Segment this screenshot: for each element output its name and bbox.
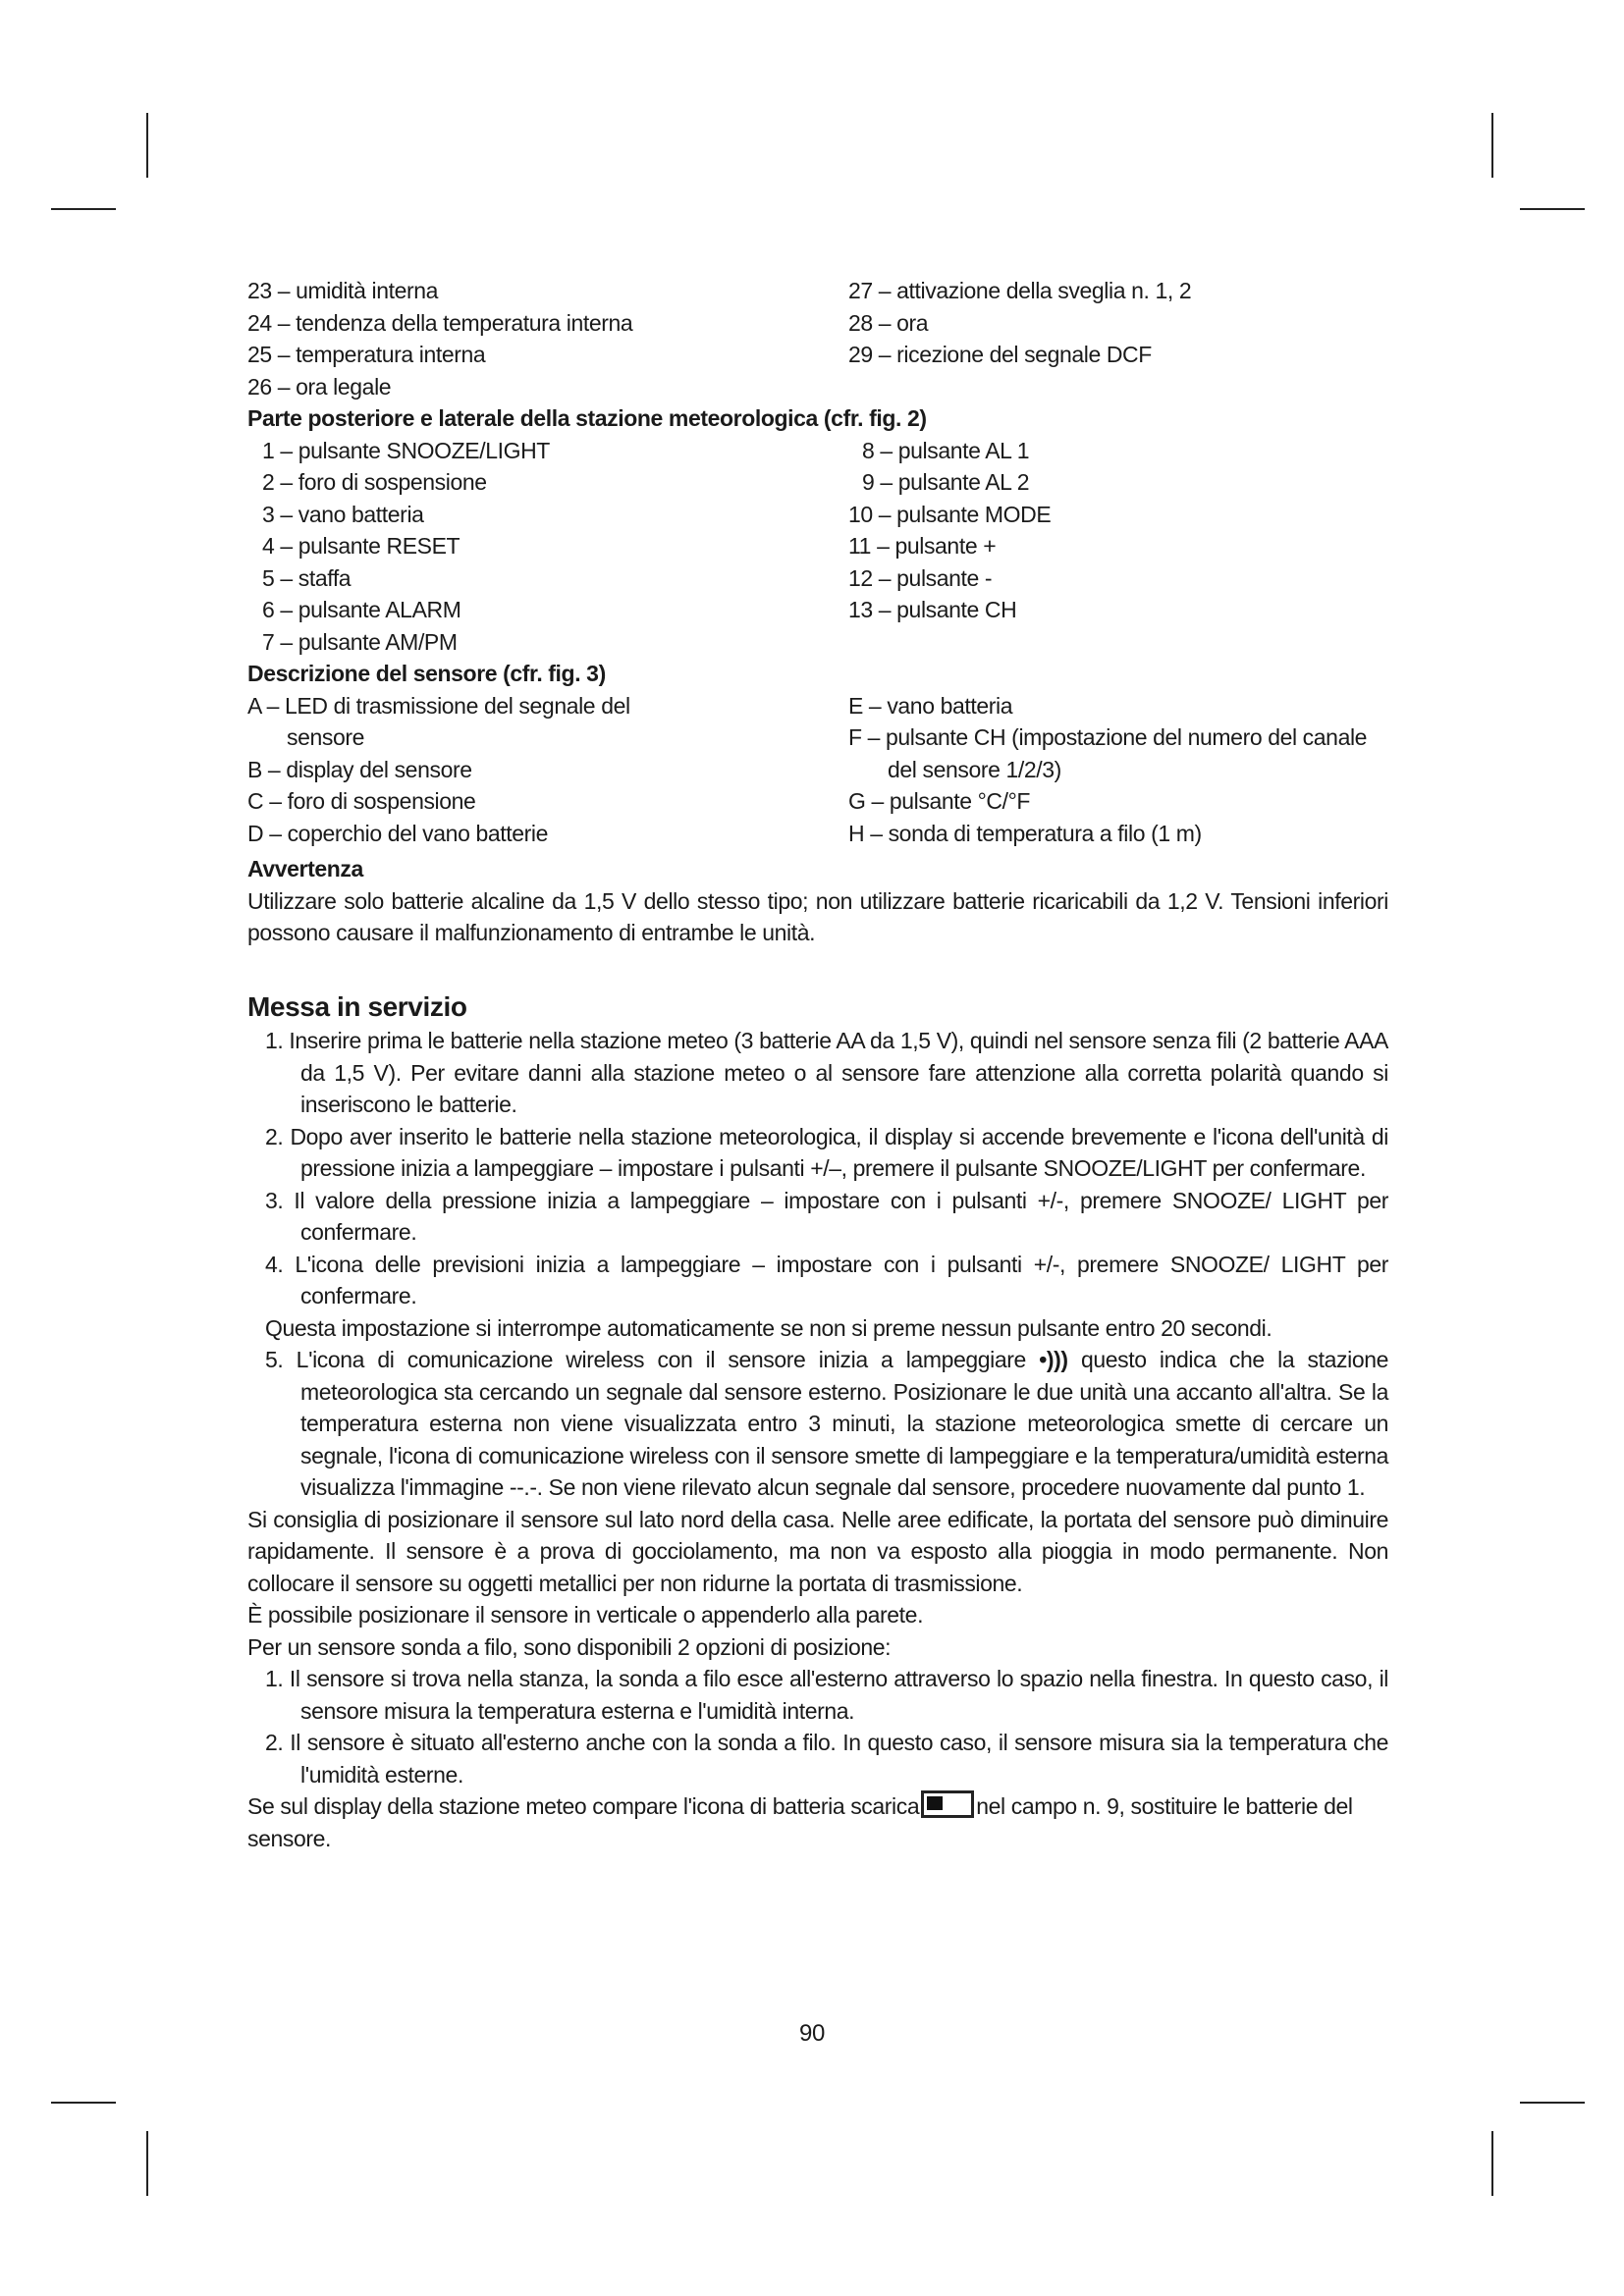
legend-item: 11 – pulsante + (848, 533, 997, 559)
legend-item: 2 – foro di sospensione (262, 469, 487, 495)
paragraph: Si consiglia di posizionare il sensore sul lato nord della casa. Nelle aree edificate, la portata del sensore può diminuire rapidamente. Il sensore è a prova di gocciolamento, ma non va esposto alla pioggia in modo permanente. Non collocare il sensore su oggetti metallici per non ridurne la portata di trasmissione. (247, 1506, 1388, 1596)
page-number: 90 (799, 2020, 825, 2047)
legend-item: 5 – staffa (262, 564, 352, 591)
legend-item: C – foro di sospensione (247, 788, 476, 814)
legend-item: 12 – pulsante - (848, 564, 993, 591)
wireless-signal-icon: •))) (1039, 1347, 1068, 1372)
legend-item: 3 – vano batteria (262, 501, 424, 527)
setup-section (247, 989, 1388, 1854)
option-item: 2. Il sensore è situato all'esterno anche con la sonda a filo. In questo caso, il sensore misura sia la temperatura che l'umidità esterne. (265, 1730, 1388, 1788)
setup-step: 2. Dopo aver inserito le batterie nella stazione meteorologica, il display si accende brevemente e l'icona dell'unità di pressione inizia a lampeggiare – impostare i pulsanti +/–, premere il pulsante SNOOZE/LIGHT per confermare. (265, 1123, 1388, 1181)
setup-heading: Messa in servizio (247, 991, 467, 1022)
warning-text: Utilizzare solo batterie alcaline da 1,5 V dello stesso tipo; non utilizzare batterie ricaricabili da 1,2 V. Tensioni inferiori possono causare il malfunzionamento di entrambe le unità. (247, 887, 1388, 945)
legend-item: D – coperchio del vano batterie (247, 820, 548, 846)
setup-step: 3. Il valore della pressione inizia a lampeggiare – impostare con i pulsanti +/-, premere SNOOZE/ LIGHT per confermare. (265, 1187, 1388, 1245)
crop-mark (51, 2102, 116, 2104)
legend-item: G – pulsante °C/°F (848, 788, 1031, 814)
legend-item: 24 – tendenza della temperatura interna (247, 309, 633, 336)
legend-item: 13 – pulsante CH (848, 597, 1017, 622)
legend-item: F – pulsante CH (impostazione del numero del canale del sensore 1/2/3) (848, 724, 1368, 782)
crop-mark (1520, 208, 1585, 210)
legend-item: 26 – ora legale (247, 373, 392, 400)
crop-mark (1520, 2102, 1585, 2104)
step-text: 5. L'icona di comunicazione wireless con il sensore inizia a lampeggiare (265, 1347, 1026, 1372)
text: nel campo n. 9, sostituire le batterie del sensore. (247, 1793, 1353, 1851)
legend-item: 8 – pulsante AL 1 (862, 437, 1030, 463)
legend-item: A – LED di trasmissione del segnale del sensore (247, 692, 630, 750)
crop-mark (1491, 113, 1493, 178)
text: Se sul display della stazione meteo compare l'icona di batteria scarica (247, 1793, 920, 1819)
legend-item: B – display del sensore (247, 756, 472, 782)
paragraph: Per un sensore sonda a filo, sono disponibili 2 opzioni di posizione: (247, 1633, 892, 1660)
crop-mark (146, 113, 148, 178)
setup-step: 4. L'icona delle previsioni inizia a lampeggiare – impostare con i pulsanti +/-, premere SNOOZE/ LIGHT per confermare. (265, 1251, 1388, 1308)
legend-item: 7 – pulsante AM/PM (262, 628, 458, 655)
crop-mark (1491, 2131, 1493, 2196)
step-text: questo indica che la stazione meteorologica sta cercando un segnale dal sensore esterno. Posizionare le due unità una accanto all'altra. Se la temperatura esterna non viene visualizzata entro 3 minuti, la stazione meteorologica smette di cercare un segnale, l'icona di comunicazione wireless con il sensore smette di lampeggiare e la temperatura/umidità esterna visualizza l'immagine --.-. Se non viene rilevato alcun segnale dal sensore, procedere nuovamente dal punto 1. (300, 1347, 1388, 1500)
section-heading: Descrizione del sensore (cfr. fig. 3) (247, 661, 606, 686)
legend-item: 9 – pulsante AL 2 (862, 469, 1030, 495)
legend-item: 27 – attivazione della sveglia n. 1, 2 (848, 278, 1192, 303)
setup-step: 1. Inserire prima le batterie nella stazione meteo (3 batterie AA da 1,5 V), quindi nel sensore senza fili (2 batterie AAA da 1,5 V). Per evitare danni alla stazione meteo o al sensore fare attenzione alla corretta polarità quando si inseriscono le batterie. (265, 1028, 1388, 1117)
legend-item: 10 – pulsante MODE (848, 501, 1052, 527)
legend-item: 28 – ora (848, 309, 929, 336)
section-heading: Parte posteriore e laterale della stazione meteorologica (cfr. fig. 2) (247, 405, 927, 431)
setup-note: Questa impostazione si interrompe automaticamente se non si preme nessun pulsante entro 20 secondi. (265, 1314, 1272, 1341)
setup-step (247, 1344, 1388, 1504)
crop-mark (146, 2131, 148, 2196)
legend-item: 4 – pulsante RESET (262, 533, 460, 559)
legend-item: 23 – umidità interna (247, 278, 439, 303)
paragraph: È possibile posizionare il sensore in verticale o appenderlo alla parete. (247, 1602, 924, 1628)
legend-item: 29 – ricezione del segnale DCF (848, 342, 1152, 367)
low-battery-icon (921, 1790, 974, 1818)
option-item: 1. Il sensore si trova nella stanza, la sonda a filo esce all'esterno attraverso lo spazio nella finestra. In questo caso, il sensore misura la temperatura esterna e l'umidità interna. (265, 1666, 1388, 1724)
legend-item: 25 – temperatura interna (247, 342, 486, 367)
crop-mark (51, 208, 116, 210)
legend-item: 6 – pulsante ALARM (262, 597, 461, 622)
legend-item: E – vano batteria (848, 692, 1013, 719)
display-legend (247, 275, 1388, 949)
legend-item: 1 – pulsante SNOOZE/LIGHT (262, 437, 550, 463)
paragraph (247, 1790, 1388, 1854)
legend-item: H – sonda di temperatura a filo (1 m) (848, 820, 1202, 846)
warning-heading: Avvertenza (247, 856, 363, 881)
